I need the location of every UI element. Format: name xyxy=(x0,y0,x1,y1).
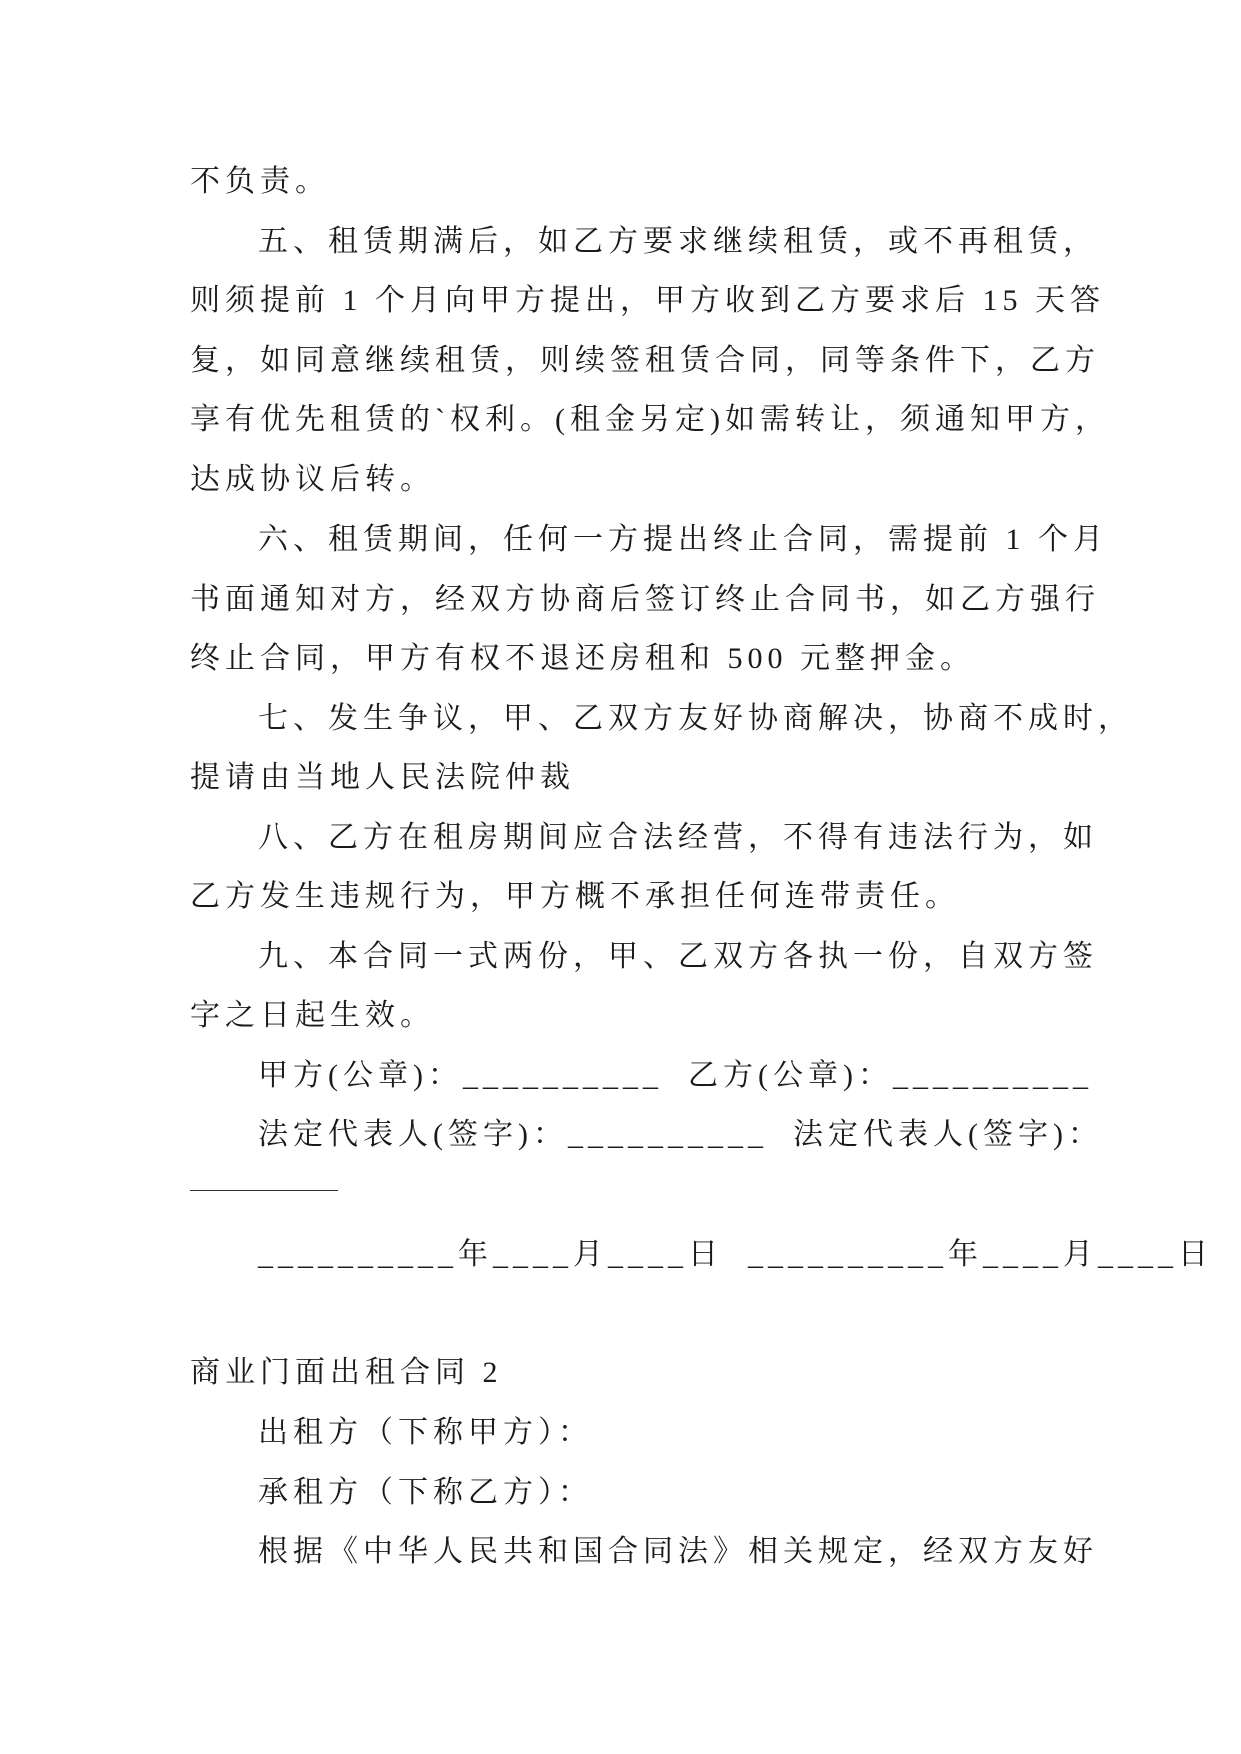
lessee-line: 承租方（下称乙方）： xyxy=(258,1476,593,1509)
clause-5-line-3: 复，如同意继续租赁，则续签租赁合同，同等条件下，乙方 xyxy=(190,344,1100,377)
clause-9-line-1: 九、本合同一式两份，甲、乙双方各执一份，自双方签 xyxy=(258,940,1098,973)
date-line: __________年____月____日 __________年____月____日 xyxy=(258,1238,1213,1271)
paragraph-4-ending: 不负责。 xyxy=(190,165,330,198)
clause-8-line-1: 八、乙方在租房期间应合法经营，不得有违法行为，如 xyxy=(258,821,1098,854)
clause-6-line-3: 终止合同，甲方有权不退还房租和 500 元整押金。 xyxy=(190,642,975,675)
contract-2-intro-line-1: 根据《中华人民共和国合同法》相关规定，经双方友好 xyxy=(258,1535,1098,1568)
signature-blank xyxy=(190,1190,338,1191)
clause-5-line-2: 则须提前 1 个月向甲方提出，甲方收到乙方要求后 15 天答 xyxy=(190,284,1105,317)
clause-5-line-5: 达成协议后转。 xyxy=(190,463,435,496)
legal-representative-line: 法定代表人(签字)：__________ 法定代表人(签字)： xyxy=(258,1118,1103,1151)
party-seal-line: 甲方(公章)：__________ 乙方(公章)：__________ xyxy=(258,1059,1093,1092)
contract-2-title: 商业门面出租合同 2 xyxy=(190,1356,503,1389)
clause-8-line-2: 乙方发生违规行为，甲方概不承担任何连带责任。 xyxy=(190,880,960,913)
clause-5-line-4: 享有优先租赁的`权利。(租金另定)如需转让，须通知甲方， xyxy=(190,403,1110,436)
lessor-line: 出租方（下称甲方）： xyxy=(258,1416,593,1449)
clause-6-line-2: 书面通知对方，经双方协商后签订终止合同书，如乙方强行 xyxy=(190,583,1100,616)
clause-7-line-2: 提请由当地人民法院仲裁 xyxy=(190,761,575,794)
clause-7-line-1: 七、发生争议，甲、乙双方友好协商解决，协商不成时， xyxy=(258,702,1133,735)
clause-6-line-1: 六、租赁期间，任何一方提出终止合同，需提前 1 个月 xyxy=(258,523,1108,556)
clause-5-line-1: 五、租赁期满后，如乙方要求继续租赁，或不再租赁， xyxy=(258,225,1098,258)
clause-9-line-2: 字之日起生效。 xyxy=(190,999,435,1032)
